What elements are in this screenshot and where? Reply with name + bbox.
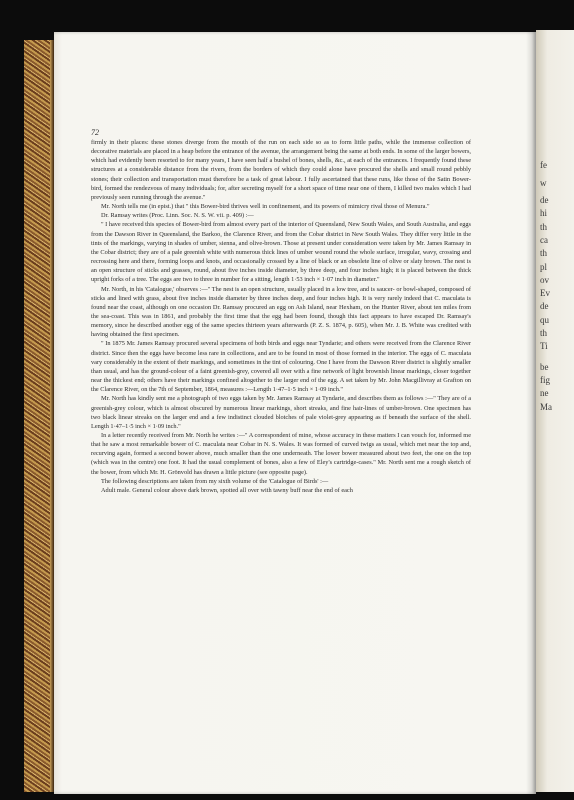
paragraph: firmly in their places: these stones diverge from the mouth of the run on each side so as to form little paths, while the immense collection of decorative materials are placed in a heap before the entrance of the avenue, the arrangement being the same at both ends. In some of the larger bowers, which had evidently been resorted to for many years, I have seen half a bushel of bones, shells, &c., at each of the entrances. I frequently found these structures at a considerable distance from the rivers, from the borders of which they could alone have procured the shells and small round pebbly stones; their collection and transportation must therefore be a task of great labour. I fully ascertained that these runs, like those of the Satin Bower-bird, formed the rendezvous of many individuals; for, after secreting myself for a short space of time near one of them, I killed two males which I had previously seen running through the avenue." <box>91 139 471 201</box>
facing-page-fragment: w <box>540 178 547 188</box>
facing-page-fragment: ca <box>540 235 548 245</box>
facing-page-fragment: th <box>540 248 548 258</box>
facing-page-fragment: th <box>540 328 548 338</box>
facing-page-fragment: pl <box>540 262 548 272</box>
facing-page-fragment: de <box>540 301 549 311</box>
facing-page-fragment: Ma <box>540 402 552 412</box>
paragraph: In a letter recently received from Mr. North he writes :—" A correspondent of mine, whose accuracy in these matters I can vouch for, informed me that he saw a most remarkable bower of C. maculata near Cobar in N. S. Wales. It was formed of curved twigs as usual, which met near the top and, recurving again, formed a second bower above, much smaller than the one underneath. The lower bower measured about two feet, the one on the top (which was in the centre) one foot. It had the usual complement of bones, also a few of Eley's cartridge-cases." Mr. North sent me a rough sketch of the bower, from which Mr. H. Grönvold has drawn a little picture (see opposite page). <box>91 432 471 476</box>
facing-page-fragment: hi <box>540 208 548 218</box>
facing-page-fragment: fig <box>540 375 550 385</box>
paragraph-list <box>91 138 471 495</box>
paragraph: Mr. North, in his 'Catalogue,' observes :—" The nest is an open structure, usually placed in a low tree, and is saucer- or bowl-shaped, composed of sticks and lined with grass, about five inches inside diameter by three inches deep, and four inches high. It is very rarely indeed that C. maculata is found near the coast, although on one occasion Dr. Ramsay procured an egg on Ash Island, near Hexham, on the Hunter River, about ten miles from the sea-coast. This was in 1861, and probably the first time that the egg had been found, though this fact appears to have escaped Dr. Ramsay's memory, since he described another egg of the same species thirteen years afterwards (P. Z. S. 1874, p. 605), when Mr. J. B. White was credited with having obtained the first specimen. <box>91 285 471 339</box>
paragraph: " I have received this species of Bower-bird from almost every part of the interior of Queensland, New South Wales, and South Australia, and eggs from the Dawson River in Queensland, the Barkoo, the Clarence River, and from the Cobar district in New South Wales. They differ very little in the tints of the markings, varying in shades of umber, sienna, and olive-brown. Those at present under consideration were taken by Mr. James Ramsay in the Cobar district; they are of a pale greenish white with numerous thick lines of umber wound round the whole surface, irregular, wavy, crossing and recrossing here and there, forming loops and knots, and occasionally crossed by a line of black or an obsolete line of olive or slaty brown. The nest is an open structure of sticks and grasses, round, about five inches inside diameter, by three deep, and four inches high; it is placed between the thick upright forks of a tree. The eggs are two to three in number for a sitting, length 1·53 inch × 1·07 inch in diameter." <box>91 221 471 284</box>
paragraph: Mr. North has kindly sent me a photograph of two eggs taken by Mr. James Ramsay at Tyndarie, and describes them as follows :—" They are of a greenish-grey colour, which is almost obscured by numerous linear markings, short streaks, and fine hair-lines of umber-brown. One specimen has two black linear streaks on the larger end and a few indistinct clouded blotches of pale violet-grey appearing as if beneath the surface of the shell. Length 1·47–1·5 inch × 1·09 inch." <box>91 395 471 430</box>
facing-page-fragment: be <box>540 362 549 372</box>
facing-page-fragment: ne <box>540 388 549 398</box>
facing-page <box>536 30 574 792</box>
facing-page-fragment: Ti <box>540 341 548 351</box>
paragraph: The following descriptions are taken from my sixth volume of the 'Catalogue of Birds' :— <box>101 477 329 485</box>
paragraph: Mr. North tells me (in epist.) that " this Bower-bird thrives well in confinement, and its powers of mimicry rival those of Menura." <box>101 203 430 211</box>
paragraph: Adult male. General colour above dark brown, spotted all over with tawny buff near the end of each <box>101 486 353 494</box>
marbled-cover-edge <box>24 40 56 792</box>
facing-page-fragment: ov <box>540 275 549 285</box>
facing-page-fragment: qu <box>540 315 549 325</box>
facing-page-fragment: Ev <box>540 288 550 298</box>
facing-page-fragment: fe <box>540 160 547 170</box>
paragraph: " In 1875 Mr. James Ramsay procured several specimens of both birds and eggs near Tyndarie; and others were received from the Clarence River district. Since then the eggs have become less rare in collections, and are to be found in most of those formed in the interior. The eggs of C. maculata vary considerably in the extent of their markings, and sometimes in the tint of colouring. One I have from the Dawson River district is slightly smaller than usual, and has the ground-colour of a faint greenish-grey, covered all over with a fine network of light brownish linear markings, closer together near the thickest end; others have their markings confined altogether to the larger end of the egg. A set taken by Mr. John Macgillivray at Grafton on the Clarence River, on the 7th of September, 1864, measures :—Length 1·47–1·5 inch × 1·09 inch." <box>91 340 471 394</box>
paragraph: Dr. Ramsay writes (Proc. Linn. Soc. N. S. W. vii. p. 409) :— <box>101 212 254 220</box>
facing-page-fragment: de <box>540 195 549 205</box>
facing-page-fragment: th <box>540 222 548 232</box>
gutter-shadow <box>526 32 536 794</box>
page-number: 72 <box>91 128 99 137</box>
page-text <box>91 128 471 495</box>
